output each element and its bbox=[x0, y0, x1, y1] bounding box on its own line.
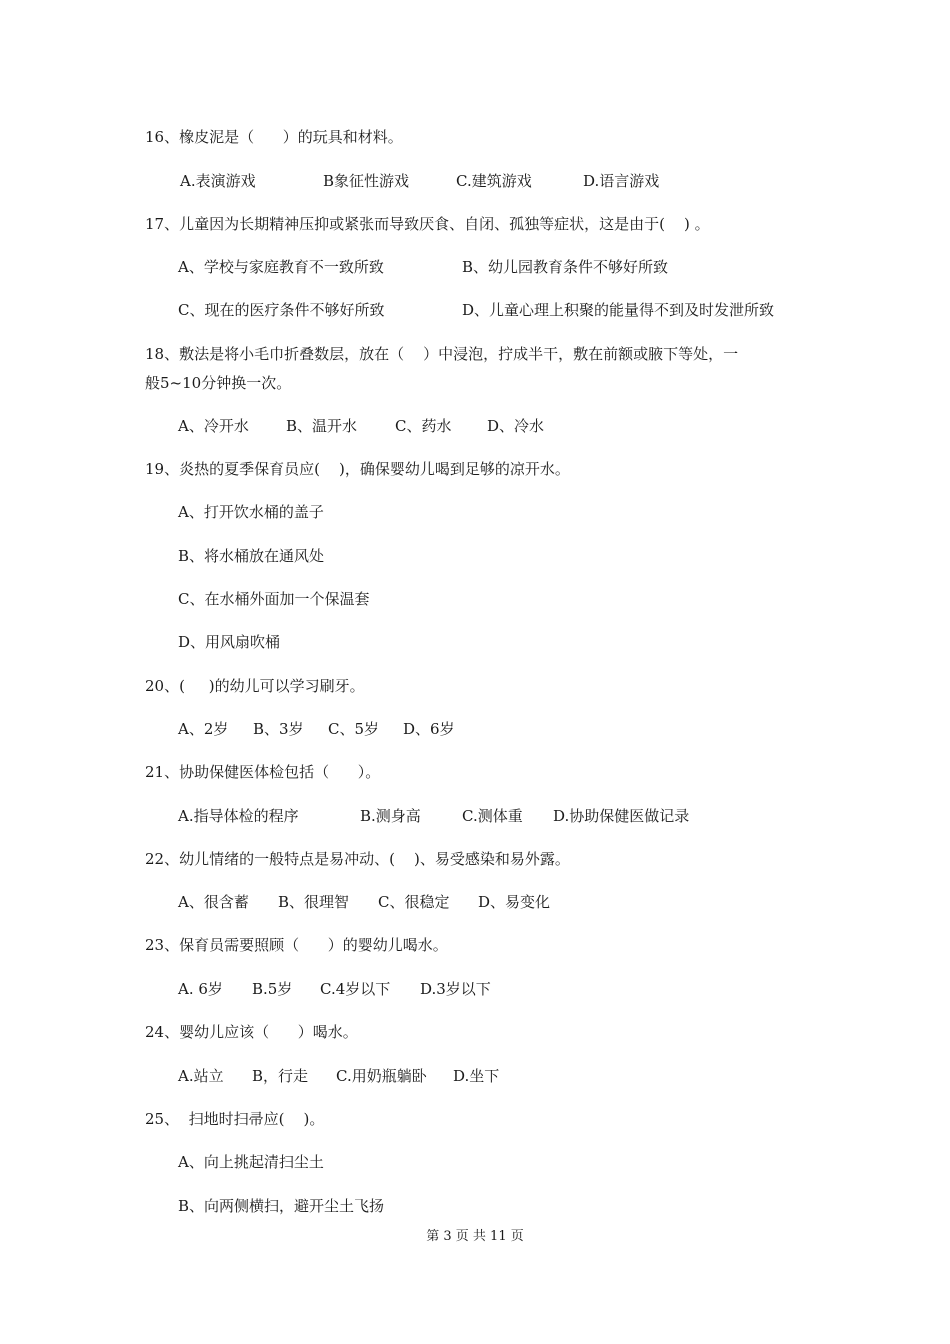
question-25-option-a: A、向上挑起清扫尘土 bbox=[178, 1153, 324, 1171]
question-16-option-d: D.语言游戏 bbox=[583, 172, 660, 190]
question-18-stem-line1: 18、敷法是将小毛巾折叠数层，放在（ ）中浸泡，拧成半干，敷在前额或腋下等处，一 bbox=[145, 345, 739, 363]
question-21-option-d: D.协助保健医做记录 bbox=[553, 807, 690, 825]
question-17-option-b: B、幼儿园教育条件不够好所致 bbox=[462, 258, 669, 276]
question-19-option-c: C、在水桶外面加一个保温套 bbox=[178, 590, 370, 608]
question-16-option-b: B象征性游戏 bbox=[323, 172, 410, 190]
question-16-option-c: C.建筑游戏 bbox=[456, 172, 532, 190]
question-20-option-d: D、6岁 bbox=[403, 720, 455, 738]
question-18-option-c: C、药水 bbox=[395, 417, 452, 435]
page-footer: 第 3 页 共 11 页 bbox=[426, 1229, 524, 1244]
question-21-stem: 21、协助保健医体检包括（ ）。 bbox=[145, 763, 381, 781]
question-18-option-b: B、温开水 bbox=[286, 417, 358, 435]
question-19-option-b: B、将水桶放在通风处 bbox=[178, 547, 325, 565]
question-16-option-a: A.表演游戏 bbox=[180, 172, 256, 190]
question-19-option-a: A、打开饮水桶的盖子 bbox=[178, 503, 324, 521]
question-23-stem: 23、保育员需要照顾（ ）的婴幼儿喝水。 bbox=[145, 936, 448, 954]
question-22-option-b: B、很理智 bbox=[278, 893, 350, 911]
question-20-option-c: C、5岁 bbox=[328, 720, 380, 738]
question-17-option-c: C、现在的医疗条件不够好所致 bbox=[178, 301, 385, 319]
question-20-stem: 20、( )的幼儿可以学习刷牙。 bbox=[145, 677, 365, 695]
question-24-stem: 24、婴幼儿应该（ ）喝水。 bbox=[145, 1023, 358, 1041]
question-21-option-a: A.指导体检的程序 bbox=[178, 807, 299, 825]
question-17-option-a: A、学校与家庭教育不一致所致 bbox=[178, 258, 384, 276]
question-16-stem: 16、橡皮泥是（ ）的玩具和材料。 bbox=[145, 128, 403, 146]
question-25-option-b: B、向两侧横扫，避开尘土飞扬 bbox=[178, 1197, 385, 1215]
question-23-option-b: B.5岁 bbox=[252, 980, 293, 998]
question-25-stem: 25、 扫地时扫帚应( )。 bbox=[145, 1110, 325, 1128]
question-24-option-c: C.用奶瓶躺卧 bbox=[336, 1067, 427, 1085]
question-23-option-c: C.4岁以下 bbox=[320, 980, 391, 998]
question-22-option-d: D、易变化 bbox=[478, 893, 551, 911]
question-24-option-a: A.站立 bbox=[178, 1067, 224, 1085]
question-23-option-a: A. 6岁 bbox=[178, 980, 223, 998]
question-24-option-d: D.坐下 bbox=[453, 1067, 500, 1085]
question-22-stem: 22、幼儿情绪的一般特点是易冲动、( )、易受感染和易外露。 bbox=[145, 850, 570, 868]
question-21-option-c: C.测体重 bbox=[462, 807, 523, 825]
question-19-option-d: D、用风扇吹桶 bbox=[178, 633, 281, 651]
question-24-option-b: B，行走 bbox=[252, 1067, 309, 1085]
question-22-option-a: A、很含蓄 bbox=[178, 893, 249, 911]
question-18-option-d: D、冷水 bbox=[487, 417, 545, 435]
question-17-stem: 17、儿童因为长期精神压抑或紧张而导致厌食、自闭、孤独等症状，这是由于( ) 。 bbox=[145, 215, 710, 233]
question-18-stem-line2: 般5~10分钟换一次。 bbox=[145, 374, 292, 392]
question-19-stem: 19、炎热的夏季保育员应( )，确保婴幼儿喝到足够的凉开水。 bbox=[145, 460, 570, 478]
question-20-option-a: A、2岁 bbox=[178, 720, 229, 738]
question-23-option-d: D.3岁以下 bbox=[420, 980, 491, 998]
question-22-option-c: C、很稳定 bbox=[378, 893, 450, 911]
question-20-option-b: B、3岁 bbox=[253, 720, 304, 738]
question-17-option-d: D、儿童心理上积聚的能量得不到及时发泄所致 bbox=[462, 301, 775, 319]
question-18-option-a: A、冷开水 bbox=[178, 417, 249, 435]
question-21-option-b: B.测身高 bbox=[360, 807, 421, 825]
